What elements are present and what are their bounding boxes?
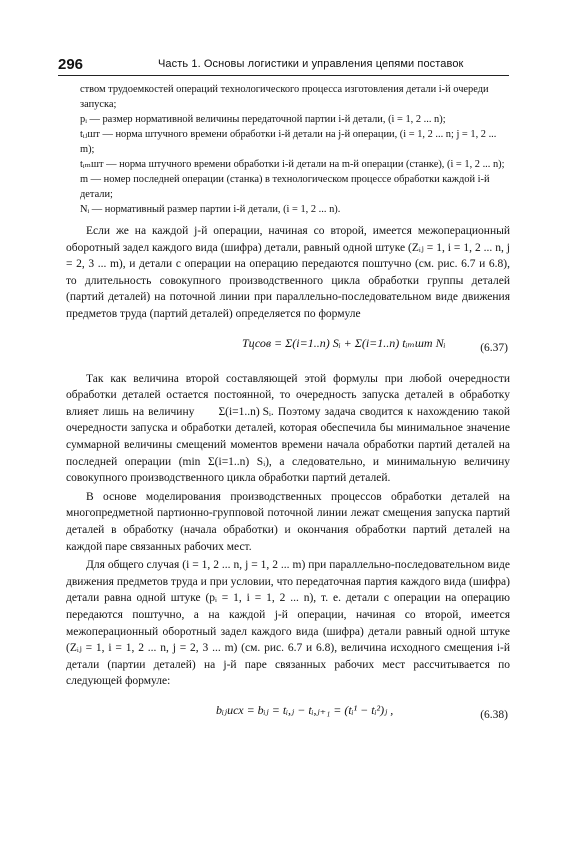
inline-sum-formula: Σ(i=1..n) Sᵢ. (218, 405, 274, 418)
min-sum-formula: (min Σ(i=1..n) Sᵢ) (178, 455, 269, 468)
definition-item: pᵢ — размер нормативной величины передаточной партии i-й детали, (i = 1, 2 ... n); (80, 114, 446, 125)
definition-item: m — номер последней операции (станка) в технологическом процессе обработки каждой i-й детали; (80, 174, 490, 200)
definitions-list (66, 82, 510, 217)
definition-item: tᵢⱼшт — норма штучного времени обработки i-й детали на j-й операции, (i = 1, 2 ... n; j = 1, 2 ... m); (80, 129, 497, 155)
definition-item: Nᵢ — нормативный размер партии i-й детали, (i = 1, 2 ... n). (80, 204, 341, 215)
paragraph: Для общего случая (i = 1, 2 ... n, j = 1, 2 ... m) при параллельно-последовательном виде движения предметов труда и при условии, что передаточная партия каждого вида (шифра) детали равна одной штуке (pᵢ = 1, i = 1, 2 ... n), т. е. детали с операции на операцию передаются поштучно, а на каждой j-й операции, начиная со второй, имеется межоперационный оборотный задел каждого вида (шифра) детали равный одной штуке (Zᵢⱼ = 1, i = 1, 2 ... n, j = 2, 3 ... m) (см. рис. 6.7 и 6.8), величина исходного смещения i-й детали (партии деталей) на j-й паре связанных рабочих мест рассчитывается по следующей формуле: (66, 559, 510, 688)
formula-6-38 (66, 694, 510, 736)
formula-expression: Tцсов = Σ(i=1..n) Sᵢ + Σ(i=1..n) tᵢₘшт Nᵢ (242, 335, 446, 350)
formula-expression: bᵢⱼисх = bᵢⱼ = tᵢ,ⱼ − tᵢ,ⱼ₊₁ = (tᵢ¹ − tᵢ²)ⱼ , (216, 702, 394, 717)
body-text (66, 223, 510, 736)
definition-item: ством трудоемкостей операций технологического процесса изготовления детали i-й очереди запуска; (80, 84, 489, 110)
running-header (58, 56, 508, 76)
header-rule (58, 75, 509, 76)
paragraph: Так как величина второй составляющей этой формулы при любой очередности обработки деталей остается постоянной, то очередность запуска деталей в обработку влияет лишь на величину Σ(i=1..n) Sᵢ. Поэтому задача сводится к нахождению такой очередности запуска и обработки деталей, которая обеспечила бы минимальное значение суммарной величины смещений моментов времени начала обработки партий деталей на последней операции (min Σ(i=1..n) Sᵢ), а следовательно, и минимальную величину совокупного производственного цикла обработки партий деталей. (66, 372, 511, 485)
page-number: 296 (58, 56, 84, 73)
equation-number: (6.38) (480, 708, 508, 721)
running-title: Часть 1. Основы логистики и управления цепями поставок (158, 58, 464, 70)
formula-6-37 (66, 327, 510, 369)
equation-number: (6.37) (480, 341, 508, 354)
page-content (66, 82, 510, 738)
paragraph: В основе моделирования производственных процессов обработки деталей на многопредметной партионно-групповой поточной линии лежат смещения запуска партий деталей в обработку (начала обработки) и окончания обработки партий деталей на каждой паре связанных рабочих мест. (66, 490, 510, 553)
definition-item: tᵢₘшт — норма штучного времени обработки i-й детали на m-й операции (станке), (i = 1, 2 ... n); (80, 159, 505, 170)
paragraph: Если же на каждой j-й операции, начиная со второй, имеется межоперационный оборотный задел каждого вида (шифра) детали, равный одной штуке (Zᵢⱼ = 1, i = 1, 2 ... n, j = 2, 3 ... m), и детали с операции на операцию передаются поштучно (см. рис. 6.7 и 6.8), то длительность совокупного производственного цикла обработки группы деталей (партий деталей) на поточной линии при параллельно-последовательном виде движения предметов труда (партий деталей) определяется по формуле (66, 225, 510, 320)
